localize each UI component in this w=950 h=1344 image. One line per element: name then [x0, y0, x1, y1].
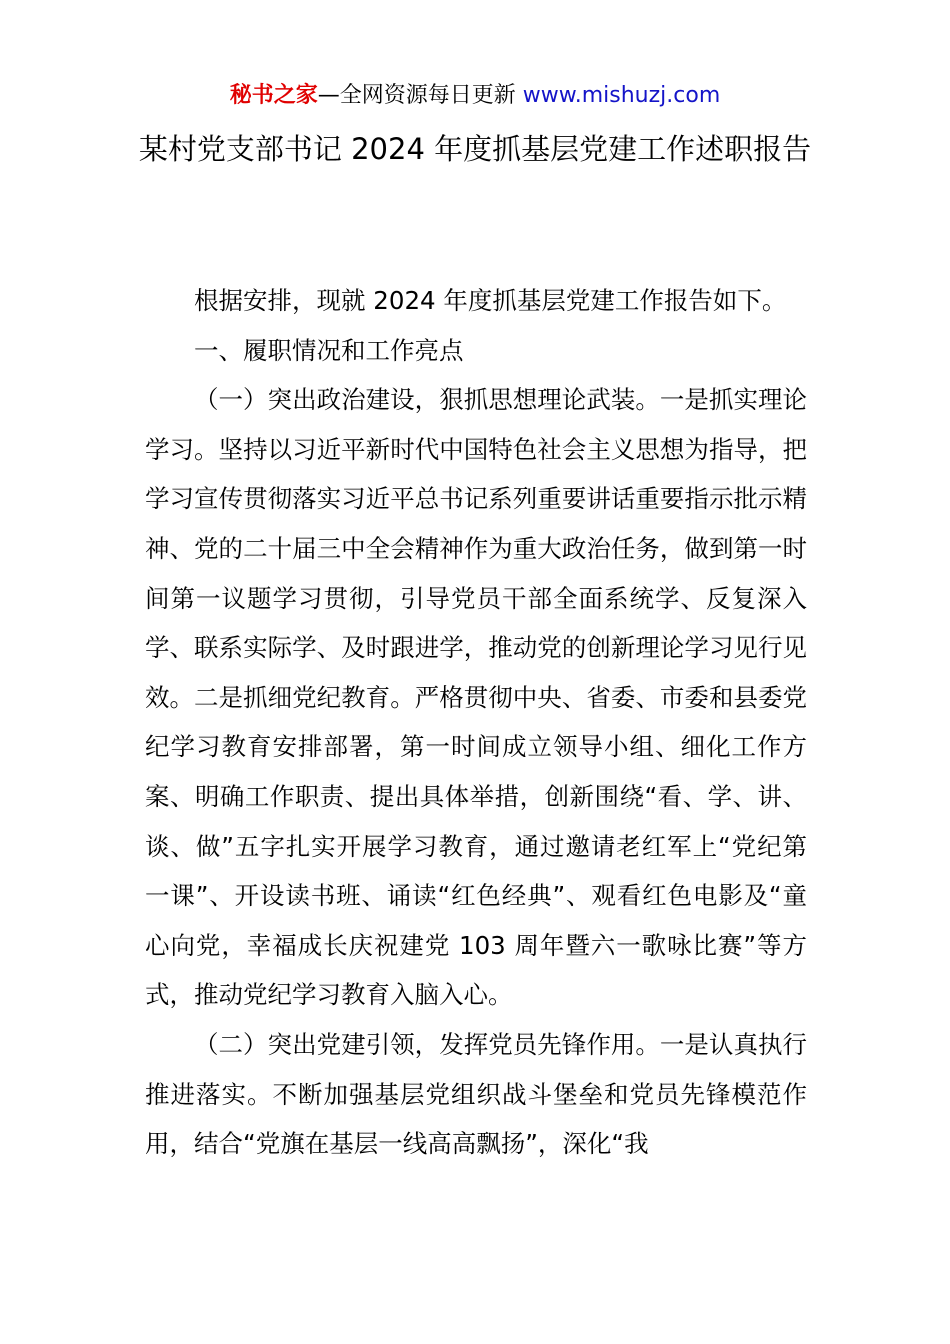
site-header — [0, 80, 950, 112]
document-title: 某村党支部书记 2024 年度抓基层党建工作述职报告 — [138, 132, 812, 166]
paragraph-political-building: （一）突出政治建设，狠抓思想理论武装。一是抓实理论学习。坚持以习近平新时代中国特色社会主义思想为指导，把学习宣传贯彻落实习近平总书记系列重要讲话重要指示批示精神、党的二十届三中全会精神作为重大政治任务，做到第一时间第一议题学习贯彻，引导党员干部全面系统学、反复深入学、联系实际学、及时跟进学，推动党的创新理论学习见行见效。二是抓细党纪教育。严格贯彻中央、省委、市委和县委党纪学习教育安排部署，第一时间成立领导小组、细化工作方案、明确工作职责、提出具体举措，创新围绕“看、学、讲、谈、做”五字扎实开展学习教育，通过邀请老红军上“党纪第一课”、开设读书班、诵读“红色经典”、观看红色电影及“童心向党，幸福成长庆祝建党 103 周年暨六一歌咏比赛”等方式，推动党纪学习教育入脑入心。 — [145, 385, 807, 1010]
document-body — [145, 276, 807, 1169]
paragraph-intro: 根据安排，现就 2024 年度抓基层党建工作报告如下。 — [194, 286, 787, 315]
brand-name: 秘书之家 — [229, 83, 318, 108]
section-heading: 一、履职情况和工作亮点 — [194, 335, 464, 365]
paragraph-party-leadership: （二）突出党建引领，发挥党员先锋作用。一是认真执行推进落实。不断加强基层党组织战斗堡垒和党员先锋模范作用，结合“党旗在基层一线高高飘扬”，深化“我 — [145, 1029, 807, 1159]
site-url-link[interactable]: www.mishuzj.com — [522, 83, 721, 108]
header-tagline: —全网资源每日更新 — [317, 83, 523, 108]
